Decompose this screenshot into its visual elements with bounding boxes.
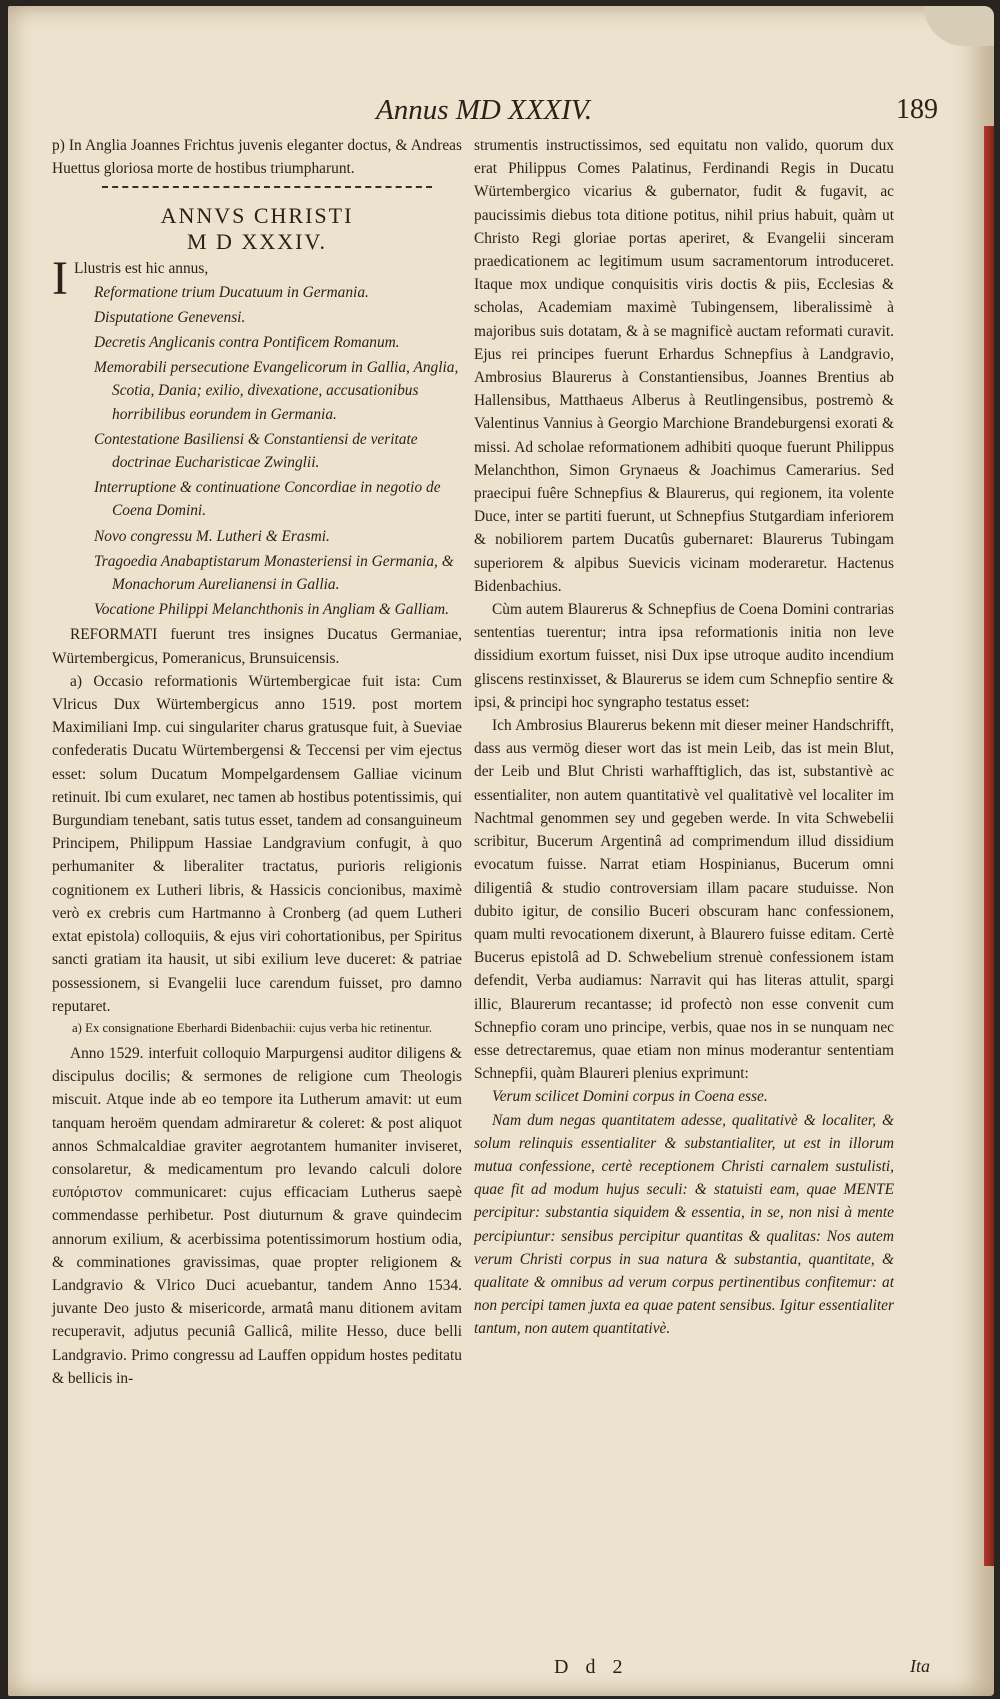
- topic-item: Contestatione Basiliensi & Constantiensi de veritate doctrinae Eucharisticae Zwinglii.: [94, 430, 418, 472]
- paragraph-blaurer-confession: Ich Ambrosius Blaurerus bekenn mit dieser meiner Handschrifft, dass aus vermög dieser wort das ist mein Leib, das ist mein Blut, der Leib und Blut Christi warhafftiglich, das ist, substantivè ac essentialiter, non autem quantitativè vel qualitativè vel localiter im Nachtmal genommen sey und gegeben werde. In vita Schwebelii scribitur, Bucerum Argentinâ ad comprimendum illud dissidium evocatum fuisse. Narrat etiam Hospinianus, Bucerum omni diligentiâ & studio controversiam illam pacare studuisse. Non dubito igitur, de consilio Buceri obscuram hanc confessionem, quam multi revocationem dixerunt, à Blaurero fuisse editam. Certè Bucerus epistolâ ad D. Schwebelium strenuè confessionem istam defendit, Verba audiamus: Narravit qui has literas attulit, spargi illic, Blaurerum recantasse; id profectò non esse convenit cum Schnepfio coram uno principe, verbis, quae nos in se nunquam nec esse detrectaremus, quae etiam non minus moderantur sententiam Schnepfii, quàm Blaureri plenius exprimunt:: [474, 717, 894, 1083]
- right-column: [474, 134, 894, 1341]
- topic-item: Reformatione trium Ducatuum in Germania.: [94, 283, 369, 301]
- page-footer: [48, 1656, 948, 1686]
- drop-cap: I: [52, 252, 68, 306]
- topic-item: Vocatione Philippi Melanchthonis in Angliam & Galliam.: [94, 601, 449, 619]
- running-head: Annus MD XXXIV.: [376, 94, 593, 126]
- topic-item: Decretis Anglicanis contra Pontificem Romanum.: [94, 334, 400, 352]
- topic-item: Memorabili persecutione Evangelicorum in Gallia, Anglia, Scotia, Dania; exilio, divexatione, accusationibus horribilibus eorundem in Germania.: [94, 359, 459, 423]
- topic-item: Disputatione Genevensi.: [94, 308, 246, 326]
- page-number: 189: [896, 94, 938, 125]
- paragraph-occasio: a) Occasio reformationis Würtembergicae fuit ista: Cum Vlricus Dux Würtembergicus anno 1519. post mortem Maximiliani Imp. cui singulariter charus gratusque fuit, à Sueviae confederatis Ducatu Würtembergensi & Teccensi per vim ejectus esset: solum Ducatum Mompelgardensem Galliae vicinum retinuit. Ibi cum exularet, nec tamen ab hostibus potentissimis, qui Burgundiam tenebant, satis tutus esset, tandem ad consanguineum Principem, Philippum Hassiae Landgravium confugit, à quo perhumaniter & liberaliter tractatus, purioris religionis cognitionem ex Lutheri libris, & Hassicis concionibus, maximè verò ex crebris cum Hartmanno à Cronberg (ad quem Lutheri extat epistola) colloquiis, & ejus viri cohortationibus, per Spiritus sancti gratiam ita hausit, ut sibi exilium leve duceret: & patriae possessionem, si Evangelii luce carendum fuisset, pro damno reputaret.: [52, 672, 462, 1015]
- section-heading: ANNVS CHRISTI: [160, 203, 354, 229]
- quote-verum: Verum scilicet Domini corpus in Coena esse.: [492, 1088, 768, 1106]
- left-column: [52, 134, 462, 1390]
- intro-text: Llustris est hic annus,: [73, 260, 209, 278]
- topic-item: Tragoedia Anabaptistarum Monasteriensi in Germania, & Monachorum Aurelianensi in Gallia.: [94, 552, 454, 594]
- paragraph-cum: Cùm autem Blaurerus & Schnepfius de Coena Domini contrarias sententias tuerentur; intra ipsa reformationis initia non leve dissidium exortum fuisset, nisi Dux ipse utroque audito incendium gliscens restinxisset, & Blaurerus se idem cum Schnepfio sentire & ipsi, & principi hoc syngrapho testatus esset:: [474, 601, 894, 711]
- paragraph-anno-1529: Anno 1529. interfuit colloquio Marpurgensi auditor diligens & discipulus docilis; & sermones de religione cum Theologis miscuit. Atque inde ab eo tempore ita Lutherum amavit: ut eum tanquam heroëm quendam admiraretur & coleret: & post aliquot annos Schmalcaldiae graviter aegrotantem humaniter inviseret, consolaretur, & medicamentum pro levando calculi dolore ευπόριστον communicaret: cujus efficaciam Lutherus saepè commendasse perhibetur. Post diuturnum & grave quindecim annorum exilium, & acerbissima potentissimorum hostium odia, & comminationes gravissimas, quae propter religionem & Landgravio & Vlrico Duci acuebantur, tandem Anno 1534. juvante Deo justo & misericorde, armatâ manu ditionem avitam recuperavit, adjutus pecuniâ Gallicâ, milite Hesso, duce belli Landgravio. Primo congressu ad Lauffen oppidum hostes peditatu & bellicis in-: [52, 1044, 462, 1387]
- paragraph-reformati: REFORMATI fuerunt tres insignes Ducatus Germaniae, Würtembergicus, Pomeranicus, Brunsuicensis.: [52, 626, 462, 667]
- section-divider: [102, 186, 432, 191]
- red-page-edge: [984, 126, 994, 1566]
- note-p: p) In Anglia Joannes Frichtus juvenis eleganter doctus, & Andreas Huettus gloriosa morte de hostibus triumpharunt.: [52, 137, 462, 178]
- signature-mark: D d 2: [554, 1656, 629, 1678]
- book-page: [8, 6, 994, 1696]
- page-corner-curl: [924, 6, 994, 46]
- topic-item: Novo congressu M. Lutheri & Erasmi.: [94, 527, 330, 545]
- quote-nam-dum: Nam dum negas quantitatem adesse, qualitativè & localiter, & solum relinquis essentialiter & substantialiter, ut est in illorum mutua confessione, certè receptionem Christi carnalem sustulisti, quae fit ad modum hujus seculi: & statuisti eam, quae MENTE percipitur: substantia siquidem & essentia, in se, non nisi à mente percipiuntur: sensibus percipitur quantitas & qualitas: Nos autem verum Christi corpus in sua natura & substantia, quantitate, & qualitate & omnibus ad verum corpus pertinentibus confitemur: at non percipi tamen juxta ea quae patent sensibus. Igitur essentialiter tantum, non autem quantitativè.: [474, 1111, 894, 1338]
- topic-item: Interruptione & continuatione Concordiae in negotio de Coena Domini.: [94, 479, 441, 520]
- page-header: [48, 94, 948, 130]
- section-heading-year: M D XXXIV.: [187, 229, 327, 255]
- footnote-a: a) Ex consignatione Eberhardi Bidenbachii: cujus verba hic retinentur.: [72, 1020, 432, 1035]
- topic-list: [52, 281, 462, 622]
- paragraph-continued: strumentis instructissimos, sed equitatu non valido, quorum dux erat Philippus Comes Palatinus, Ferdinandi Regis in Ducatu Würtembergico vicarius & gubernator, fudit & fugavit, ac paucissimis diebus tota ditione potitus, nihil prius habuit, quàm ut Christo Regi gloriae portas aperiret, & Evangelii sinceram praedicationem ac legitimum usum sacramentorum introduceret. Itaque mox undique conquisitis viris doctis & piis, Ecclesias & scholas, Academiam maximè Tubingensem, liberalissimè à majoribus suis dotatam, & à se magnificè auctam reformati curavit. Ejus rei principes fuerunt Erhardus Schnepfius à Landgravio, Ambrosius Blaurerus à Constantiensibus, Joannes Brentius ab Hallensibus, Matthaeus Alberus à Reutlingensibus, postremò & Valentinus Vannius à Georgio Marchione Brandeburgensi exorati & missi. Ad scholae reformationem adhibiti quoque fuerunt Philippus Melanchthon, Simon Grynaeus & Joachimus Camerarius. Sed praecipui fuêre Schnepfius & Blaurerus, qui regionem, ita volente Duce, inter se partiti fuerunt, ut Schnepfius Stutgardiam inferiorem & nobiliorem partem Ducatûs gubernaret: Blaurerus Tubingam superiorem & alpibus Suevicis vicinam moderaretur. Hactenus Bidenbachius.: [474, 137, 894, 595]
- catchword: Ita: [910, 1656, 930, 1676]
